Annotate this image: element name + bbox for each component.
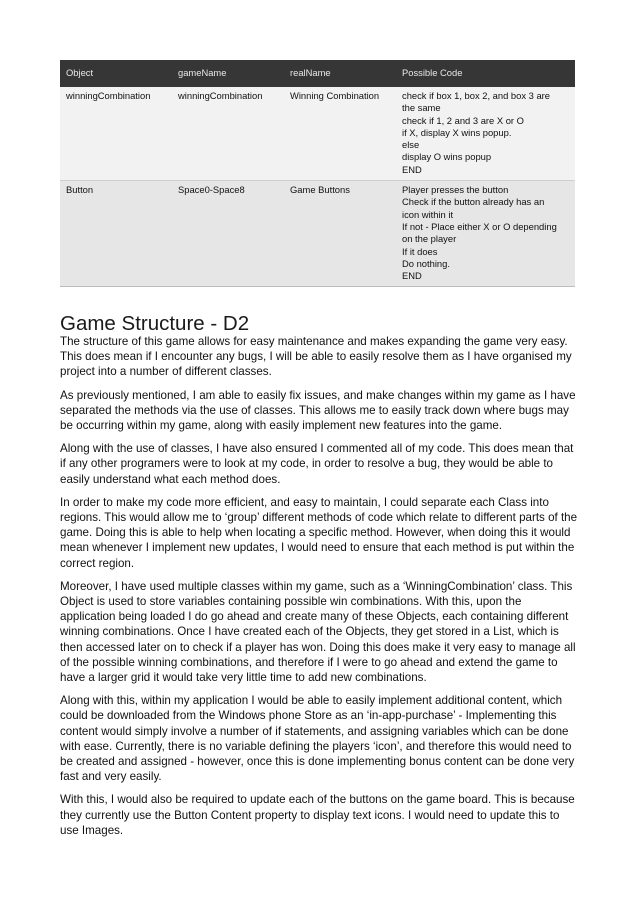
code-line: Check if the button already has an: [402, 196, 545, 208]
code-line: END: [402, 163, 422, 175]
header-possible-code: Possible Code: [396, 60, 575, 87]
cell-realname: Game Buttons: [284, 181, 396, 287]
table-row: [60, 87, 575, 181]
section-title: Game Structure - D2: [60, 312, 250, 335]
paragraph: As previously mentioned, I am able to easily fix issues, and make changes within my game as I have separated the methods via the use of classes. This allows me to easily track down where bugs may be occurring within my game, along with easily implement new features into the game.: [60, 388, 576, 433]
cell-gamename: Space0-Space8: [172, 181, 284, 287]
code-line: Do nothing.: [402, 257, 450, 269]
table-header-row: [60, 60, 575, 87]
header-gamename: gameName: [172, 60, 284, 87]
table-row: [60, 181, 575, 287]
header-realname: realName: [284, 60, 396, 87]
code-line: display O wins popup: [402, 151, 492, 163]
cell-object: winningCombination: [60, 87, 172, 181]
cell-realname: Winning Combination: [284, 87, 396, 181]
paragraph: In order to make my code more efficient, and easy to maintain, I could separate each Class into regions. This would allow me to ‘group’ different methods of code which relate to different parts of the game. Doing this is able to help when locating a specific method. However, when doing this it would mean whenever I implement new updates, I would need to ensure that each method is put within the correct region.: [60, 495, 578, 570]
code-line: check if box 1, box 2, and box 3 are: [402, 90, 551, 101]
cell-possible-code: [396, 87, 575, 181]
code-line: on the player: [402, 233, 457, 245]
code-line: END: [402, 270, 422, 282]
paragraph: The structure of this game allows for easy maintenance and makes expanding the game very easy. This does mean if I encounter any bugs, I will be able to easily resolve them as I have organised my project into a number of different classes.: [60, 335, 572, 379]
code-line: icon within it: [402, 208, 454, 220]
code-line: If not - Place either X or O depending: [402, 220, 557, 232]
paragraph: Moreover, I have used multiple classes within my game, such as a ‘WinningCombination’ class. This Object is used to store variables containing possible win combinations. With this, upon the application being loaded I do go ahead and create many of these Objects, each containing different winning combinations. Once I have created each of the Objects, they get stored in a List, which is then accessed later on to check if a player has won. Doing this does make it very easy to manage all of the possible winning combinations, and therefore if I were to go ahead and extend the game to have a larger grid it would take very little time to add new combinations.: [60, 579, 576, 685]
cell-gamename: winningCombination: [172, 87, 284, 181]
code-line: If it does: [402, 245, 438, 257]
section-body: [60, 334, 580, 846]
code-line: if X, display X wins popup.: [402, 126, 512, 138]
paragraph: Along with the use of classes, I have also ensured I commented all of my code. This does mean that if any other programers were to look at my code, in order to resolve a bug, they would be able to easily understand what each method does.: [60, 442, 574, 486]
code-line: check if 1, 2 and 3 are X or O: [402, 114, 524, 126]
cell-object: Button: [60, 181, 172, 287]
paragraph: With this, I would also be required to update each of the buttons on the game board. This is because they currently use the Button Content property to display text icons. I would need to update this to use Images.: [60, 793, 575, 837]
header-object: Object: [60, 60, 172, 87]
cell-possible-code: [396, 181, 575, 287]
code-line: else: [402, 139, 420, 151]
code-line: Player presses the button: [402, 184, 509, 196]
code-line: the same: [402, 102, 441, 114]
paragraph: Along with this, within my application I would be able to easily implement additional content, which could be downloaded from the Windows phone Store as an ‘in-app-purchase’ - Implementing this content would simply involve a number of if statements, and assigning variables which can be done with ease. Currently, there is no variable defining the players ‘icon’, and therefore this would need to be created and assigned - however, once this is done implementing bonus content can be done very fast and very easily.: [60, 694, 575, 784]
code-table: [60, 60, 575, 287]
